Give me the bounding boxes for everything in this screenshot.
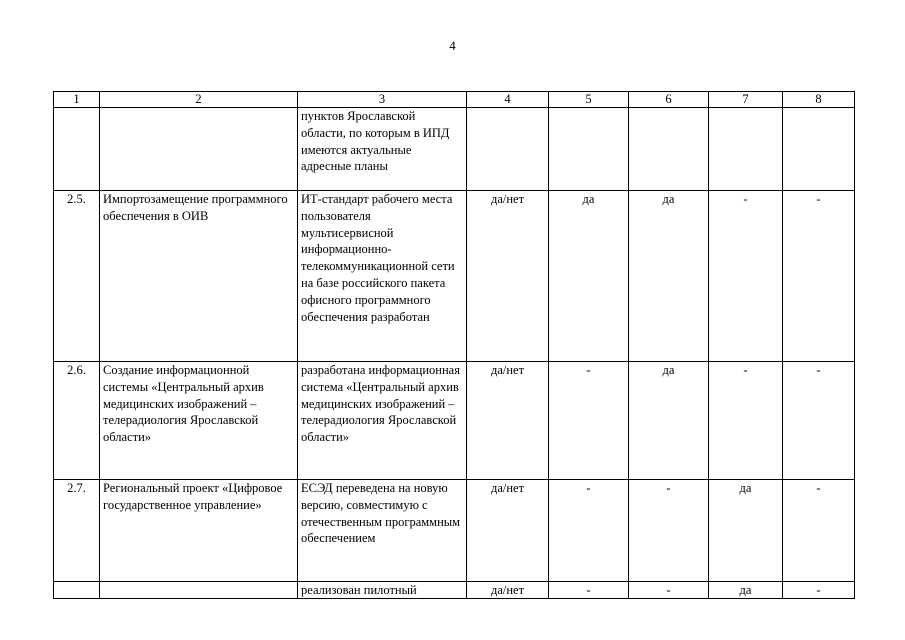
unit-cell: да/нет	[467, 191, 549, 362]
value-cell	[709, 108, 783, 191]
unit-cell: да/нет	[467, 362, 549, 480]
value-cell	[783, 108, 855, 191]
row-number: 2.6.	[54, 362, 100, 480]
value-cell: -	[783, 582, 855, 599]
column-header: 4	[467, 92, 549, 108]
indicator-text: пунктов Ярославской области, по которым в ИПД имеются актуальные адресные планы	[298, 108, 467, 191]
measure-name	[100, 582, 298, 599]
value-cell: да	[709, 480, 783, 582]
row-number	[54, 108, 100, 191]
table-row	[54, 362, 855, 480]
page-number: 4	[449, 38, 456, 53]
value-cell: да	[709, 582, 783, 599]
value-cell: да	[549, 191, 629, 362]
indicator-text: реализован пилотный	[298, 582, 467, 599]
value-cell: -	[549, 362, 629, 480]
value-cell: -	[783, 362, 855, 480]
column-header: 6	[629, 92, 709, 108]
value-cell: -	[629, 582, 709, 599]
column-header: 2	[100, 92, 298, 108]
column-header: 8	[783, 92, 855, 108]
indicator-text: разработана информационная система «Центральный архив медицинских изображений – телерадиология Ярославской области»	[298, 362, 467, 480]
table-row	[54, 582, 855, 599]
column-header: 1	[54, 92, 100, 108]
value-cell: да	[629, 362, 709, 480]
table-header-row	[54, 92, 855, 108]
column-header: 5	[549, 92, 629, 108]
table-row	[54, 191, 855, 362]
measure-name	[100, 108, 298, 191]
indicator-text: ЕСЭД переведена на новую версию, совместимую с отечественным программным обеспечением	[298, 480, 467, 582]
value-cell: да	[629, 191, 709, 362]
measure-name: Импортозамещение программного обеспечения в ОИВ	[100, 191, 298, 362]
row-number: 2.7.	[54, 480, 100, 582]
value-cell: -	[709, 191, 783, 362]
indicators-table	[53, 91, 855, 599]
table-row	[54, 480, 855, 582]
measure-name: Региональный проект «Цифровое государственное управление»	[100, 480, 298, 582]
column-header: 7	[709, 92, 783, 108]
unit-cell: да/нет	[467, 480, 549, 582]
measure-name: Создание информационной системы «Центральный архив медицинских изображений – телерадиология Ярославской области»	[100, 362, 298, 480]
row-number	[54, 582, 100, 599]
unit-cell	[467, 108, 549, 191]
indicator-text: ИТ-стандарт рабочего места пользователя мультисервисной информационно-телекоммуникационной сети на базе российского пакета офисного программного обеспечения разработан	[298, 191, 467, 362]
value-cell: -	[549, 480, 629, 582]
unit-cell: да/нет	[467, 582, 549, 599]
value-cell	[629, 108, 709, 191]
value-cell: -	[549, 582, 629, 599]
value-cell: -	[783, 480, 855, 582]
value-cell	[549, 108, 629, 191]
value-cell: -	[629, 480, 709, 582]
row-number: 2.5.	[54, 191, 100, 362]
table-row	[54, 108, 855, 191]
column-header: 3	[298, 92, 467, 108]
value-cell: -	[709, 362, 783, 480]
value-cell: -	[783, 191, 855, 362]
